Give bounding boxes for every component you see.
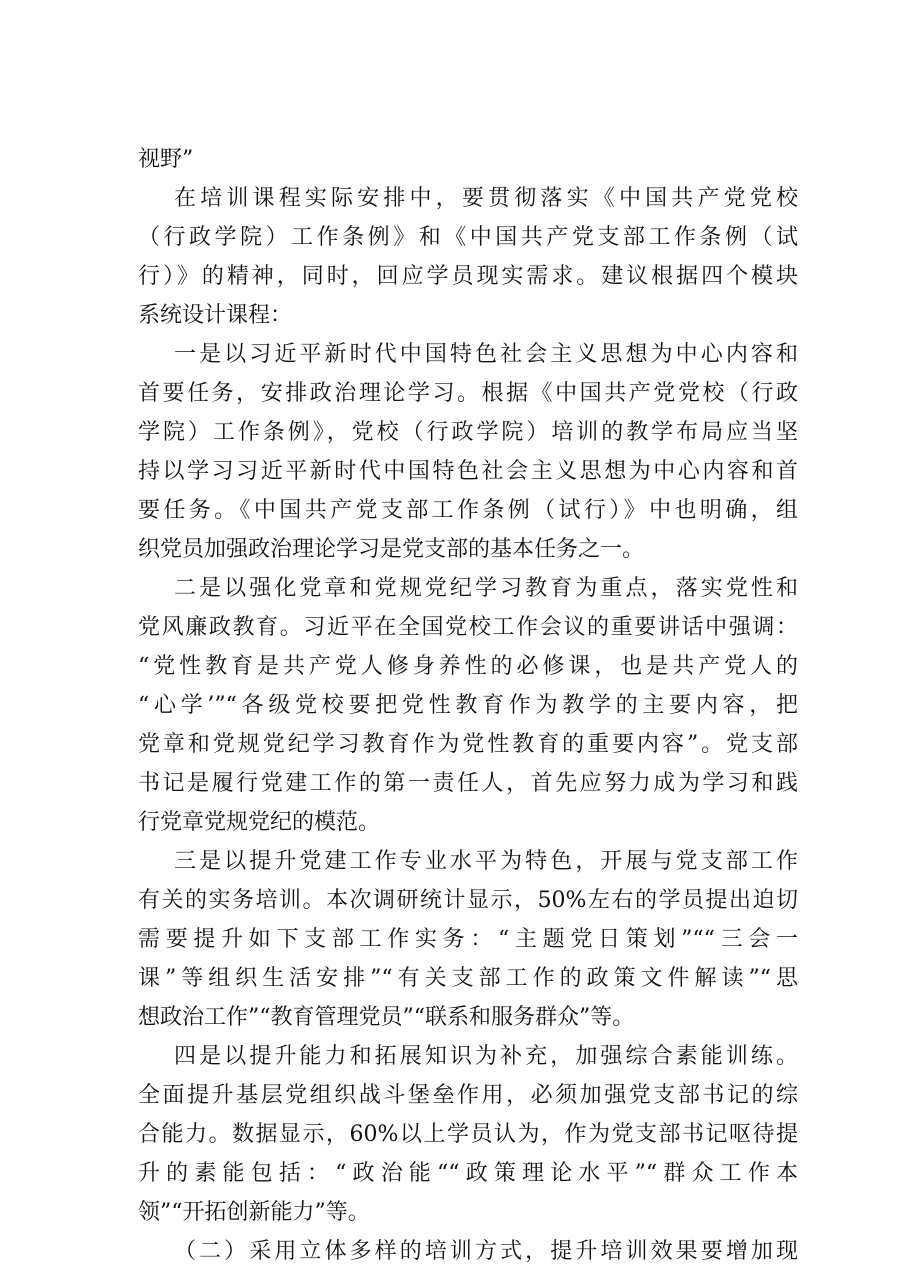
- text-line: 在培训课程实际安排中，要贯彻落实《中国共产党党校: [174, 186, 798, 211]
- text-line: “心学’”“各级党校要把党性教育作为教学的主要内容，把: [138, 693, 798, 718]
- text-line: 行党章党规党纪的模范。: [138, 810, 381, 835]
- text-line: 党风廉政教育。习近平在全国党校工作会议的重要讲话中强调：: [138, 615, 798, 640]
- text-line: 织党员加强政治理论学习是党支部的基本任务之一。: [138, 537, 645, 562]
- text-line: 课”等组织生活安排”“有关支部工作的政策文件解读”“思: [138, 966, 798, 991]
- text-line: 四是以提升能力和拓展知识为补充，加强综合素能训练。: [174, 1044, 798, 1069]
- text-line: 想政治工作”“教育管理党员”“联系和服务群众”等。: [138, 1005, 635, 1030]
- text-line: （行政学院）工作条例》和《中国共产党支部工作条例（试: [138, 225, 798, 250]
- text-line: 书记是履行党建工作的第一责任人，首先应努力成为学习和践: [138, 771, 798, 796]
- text-line: 二是以强化党章和党规党纪学习教育为重点，落实党性和: [174, 576, 798, 601]
- text-line: 要任务。《中国共产党支部工作条例（试行）》中也明确，组: [138, 498, 798, 523]
- text-line: “党性教育是共产党人修身养性的必修课，也是共产党人的: [138, 654, 798, 679]
- text-line: 需要提升如下支部工作实务：“主题党日策划”““三会一: [138, 927, 798, 952]
- text-line: 三是以提升党建工作专业水平为特色，开展与党支部工作: [174, 849, 798, 874]
- text-line: 一是以习近平新时代中国特色社会主义思想为中心内容和: [174, 342, 798, 367]
- text-line: 有关的实务培训。本次调研统计显示，50%左右的学员提出迫切: [138, 888, 798, 913]
- text-line: 持以学习习近平新时代中国特色社会主义思想为中心内容和首: [138, 459, 798, 484]
- text-line: （二）采用立体多样的培训方式，提升培训效果要增加现: [174, 1239, 798, 1264]
- text-line: 系统设计课程：: [138, 303, 293, 328]
- text-line: 全面提升基层党组织战斗堡垒作用，必须加强党支部书记的综: [138, 1083, 798, 1108]
- text-line: 合能力。数据显示，60%以上学员认为，作为党支部书记呕待提: [138, 1122, 798, 1147]
- text-line: 学院）工作条例》，党校（行政学院）培训的教学布局应当坚: [138, 420, 798, 445]
- text-line: 行）》的精神，同时，回应学员现实需求。建议根据四个模块: [138, 264, 798, 289]
- body-text: [138, 140, 798, 1271]
- text-line: 升的素能包括：“政治能““政策理论水平”“群众工作本: [138, 1161, 798, 1186]
- text-line: 首要任务，安排政治理论学习。根据《中国共产党党校（行政: [138, 381, 798, 406]
- text-line: 领”“开拓创新能力”等。: [138, 1200, 370, 1225]
- text-line: 视野”: [138, 147, 194, 172]
- text-line: 党章和党规党纪学习教育作为党性教育的重要内容”。党支部: [138, 732, 798, 757]
